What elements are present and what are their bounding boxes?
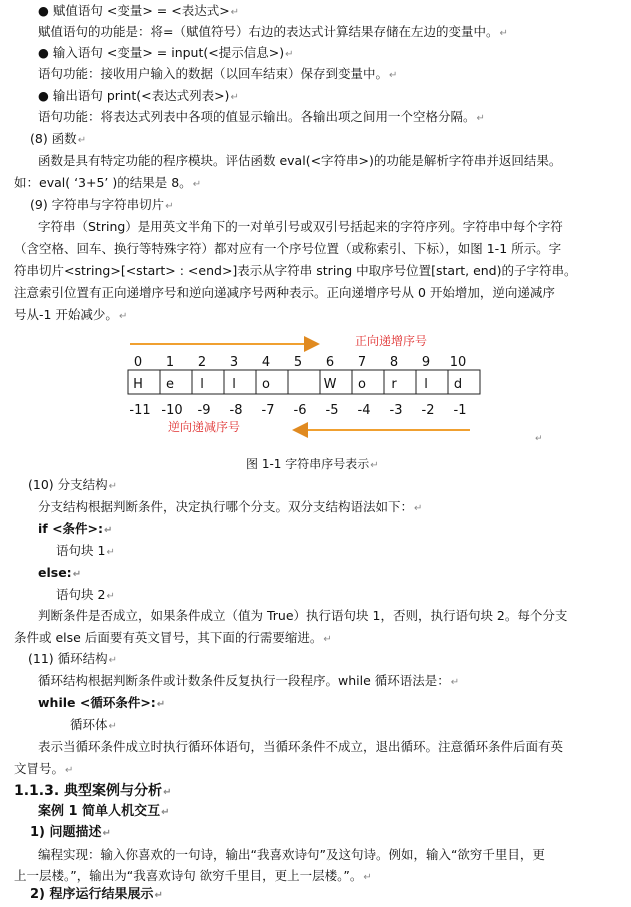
string-char: e [166, 377, 174, 392]
line-text: ● 输入语句 <变量> = input(<提示信息>) [38, 45, 285, 60]
string-char: l [424, 377, 428, 392]
line-text: else: [38, 565, 72, 580]
line-text: 编程实现：输入你喜欢的一句诗，输出“我喜欢诗句”及这句诗。例如，输入“欲穷千里目，更 [38, 847, 545, 862]
line-text: (8) 函数 [30, 131, 77, 146]
line-text: 如：eval( ‘3+5’ )的结果是 8。 [14, 175, 192, 190]
forward-index-label: 6 [325, 355, 335, 370]
section-heading-cases [14, 780, 171, 802]
paragraph-mark-icon: ↵ [363, 872, 372, 883]
forward-index-label: 8 [389, 355, 399, 370]
input-statement-bullet [38, 42, 293, 64]
branch-explain-2 [14, 627, 332, 649]
functions-example [14, 172, 201, 194]
backward-label: 逆向递减序号 [168, 420, 241, 434]
line-text: while <循环条件>: [38, 695, 156, 710]
section-heading-loop [28, 648, 117, 670]
backward-index-label: -10 [161, 403, 183, 418]
line-text: (10) 分支结构 [28, 477, 108, 492]
paragraph-mark-icon: ↵ [108, 655, 118, 666]
case-1-title [38, 801, 170, 823]
string-char: d [453, 377, 463, 392]
paragraph-mark-icon: ↵ [414, 503, 423, 514]
paragraph-mark-icon: ↵ [106, 591, 115, 602]
line-text: 循环体 [70, 717, 108, 732]
line-text: 函数是具有特定功能的程序模块。评估函数 eval(<字符串>)的功能是解析字符串并返回结果。 [38, 153, 562, 168]
paragraph-mark-icon: ↵ [323, 634, 332, 645]
paragraph-mark-icon: ↵ [370, 460, 379, 471]
backward-index-label: -6 [293, 403, 307, 418]
forward-index-label: 3 [229, 355, 239, 370]
if-block [56, 540, 115, 562]
forward-index-label: 5 [293, 355, 303, 370]
forward-index-label: 7 [357, 355, 367, 370]
line-text: 语句块 2 [56, 587, 106, 602]
backward-index-label: -11 [129, 403, 151, 418]
run-result-heading [30, 884, 163, 906]
strings-desc-1 [38, 216, 563, 238]
line-text: 上一层楼。”，输出为“我喜欢诗句 欲穷千里目，更上一层楼。”。 [14, 868, 363, 883]
backward-index-label: -3 [389, 403, 403, 418]
loop-explain-2 [14, 758, 73, 780]
forward-index-label: 4 [261, 355, 271, 370]
paragraph-mark-icon: ↵ [102, 828, 111, 839]
paragraph-mark-icon: ↵ [161, 807, 170, 818]
line-text: 语句功能：接收用户输入的数据（以回车结束）保存到变量中。 [38, 66, 389, 81]
else-block [56, 584, 115, 606]
paragraph-mark-icon: ↵ [192, 179, 202, 190]
loop-desc [38, 670, 459, 692]
string-char: o [262, 377, 270, 392]
section-heading-functions [30, 128, 86, 150]
figure-caption [246, 453, 379, 475]
line-text: 分支结构根据判断条件，决定执行哪个分支。双分支结构语法如下： [38, 499, 414, 514]
backward-index-label: -2 [421, 403, 435, 418]
paragraph-mark-icon: ↵ [72, 569, 82, 580]
paragraph-mark-icon: ↵ [535, 434, 543, 444]
string-char: l [232, 377, 236, 392]
problem-desc-1 [38, 844, 545, 866]
output-statement-bullet [38, 85, 239, 107]
string-char: W [323, 377, 337, 392]
line-text: (11) 循环结构 [28, 651, 108, 666]
forward-index-label: 9 [421, 355, 431, 370]
paragraph-mark-icon: ↵ [163, 787, 172, 798]
backward-index-label: -1 [453, 403, 467, 418]
paragraph-mark-icon: ↵ [108, 721, 117, 732]
string-char: o [358, 377, 366, 392]
paragraph-mark-icon: ↵ [118, 311, 128, 322]
paragraph-mark-icon: ↵ [230, 92, 239, 103]
line-text: 1) 问题描述 [30, 825, 102, 840]
line-text: (9) 字符串与字符串切片 [30, 197, 165, 212]
paragraph-mark-icon: ↵ [108, 481, 118, 492]
line-text: （含空格、回车、换行等特殊字符）都对应有一个序号位置（或称索引、下标），如图 1-1 所示。字 [14, 241, 562, 256]
section-heading-strings [30, 194, 174, 216]
paragraph-mark-icon: ↵ [106, 547, 115, 558]
string-cells [133, 370, 462, 394]
line-text: 案例 1 简单人机交互 [38, 804, 161, 819]
paragraph-mark-icon: ↵ [285, 49, 294, 60]
paragraph-mark-icon: ↵ [476, 113, 485, 124]
line-text: 表示当循环条件成立时执行循环体语句，当循环条件不成立，退出循环。注意循环条件后面有英 [38, 739, 564, 754]
paragraph-mark-icon: ↵ [230, 7, 240, 18]
backward-index-label: -7 [261, 403, 275, 418]
while-syntax [38, 692, 165, 714]
assign-statement-bullet [38, 0, 239, 22]
strings-desc-3 [14, 260, 577, 282]
string-char: r [391, 377, 397, 392]
branch-explain-1 [38, 605, 567, 627]
paragraph-mark-icon: ↵ [450, 677, 460, 688]
backward-index-row [129, 403, 466, 418]
strings-desc-2 [14, 238, 561, 260]
line-text: 注意索引位置有正向递增序号和逆向递减序号两种表示。正向递增序号从 0 开始增加，逆向递减序 [14, 285, 555, 300]
line-text: if <条件>: [38, 521, 104, 536]
backward-index-label: -5 [325, 403, 339, 418]
line-text: 判断条件是否成立，如果条件成立（值为 True）执行语句块 1，否则，执行语句块 2。每个分支 [38, 608, 568, 623]
forward-index-label: 1 [165, 355, 175, 370]
line-text: 2) 程序运行结果展示 [30, 887, 154, 902]
line-text: ● 赋值语句 <变量> = <表达式> [38, 3, 230, 18]
line-text: 文冒号。 [14, 761, 65, 776]
string-char: H [133, 377, 143, 392]
paragraph-mark-icon: ↵ [165, 201, 174, 212]
line-text: 字符串（String）是用英文半角下的一对单引号或双引号括起来的字符序列。字符串中每个字符 [38, 219, 563, 234]
paragraph-mark-icon: ↵ [104, 525, 113, 536]
paragraph-mark-icon: ↵ [65, 765, 74, 776]
string-char: l [200, 377, 204, 392]
backward-index-label: -4 [357, 403, 371, 418]
line-text: ● 输出语句 print(<表达式列表>) [38, 88, 230, 103]
loop-explain-1 [38, 736, 563, 758]
paragraph-mark-icon: ↵ [156, 699, 166, 710]
forward-index-label: 2 [197, 355, 207, 370]
problem-description-heading [30, 822, 111, 844]
caption-text: 图 1-1 字符串序号表示 [246, 457, 370, 471]
paragraph-mark-icon: ↵ [389, 70, 398, 81]
paragraph-mark-icon: ↵ [499, 28, 508, 39]
line-text: 符串切片<string>[<start> : <end>]表示从字符串 string 中取序号位置[start, end)的子字符串。 [14, 263, 577, 278]
line-text: 循环结构根据判断条件或计数条件反复执行一段程序。while 循环语法是： [38, 673, 450, 688]
assign-statement-desc [38, 21, 508, 43]
line-text: 号从-1 开始减少。 [14, 307, 118, 322]
forward-index-label: 0 [133, 355, 143, 370]
paragraph-mark-icon: ↵ [154, 890, 163, 901]
forward-label: 正向递增序号 [355, 334, 428, 348]
backward-index-label: -9 [197, 403, 211, 418]
forward-index-label: 10 [449, 355, 467, 370]
strings-desc-4 [14, 282, 555, 304]
line-text: 赋值语句的功能是：将=（赋值符号）右边的表达式计算结果存储在左边的变量中。 [38, 24, 499, 39]
line-text: 条件或 else 后面要有英文冒号，其下面的行需要缩进。 [14, 630, 323, 645]
forward-index-row [134, 355, 466, 370]
input-statement-desc [38, 63, 397, 85]
backward-index-label: -8 [229, 403, 243, 418]
branch-desc [38, 496, 422, 518]
else-syntax [38, 562, 81, 584]
line-text: 语句功能：将表达式列表中各项的值显示输出。各输出项之间用一个空格分隔。 [38, 109, 476, 124]
output-statement-desc [38, 106, 485, 128]
string-index-figure [0, 330, 631, 450]
while-body [70, 714, 117, 736]
if-syntax [38, 518, 112, 540]
section-heading-branch [28, 474, 117, 496]
paragraph-mark-icon: ↵ [77, 135, 87, 146]
line-text: 语句块 1 [56, 543, 106, 558]
line-text: 1.1.3. 典型案例与分析 [14, 783, 163, 799]
functions-desc [38, 150, 561, 172]
strings-desc-5 [14, 304, 127, 326]
